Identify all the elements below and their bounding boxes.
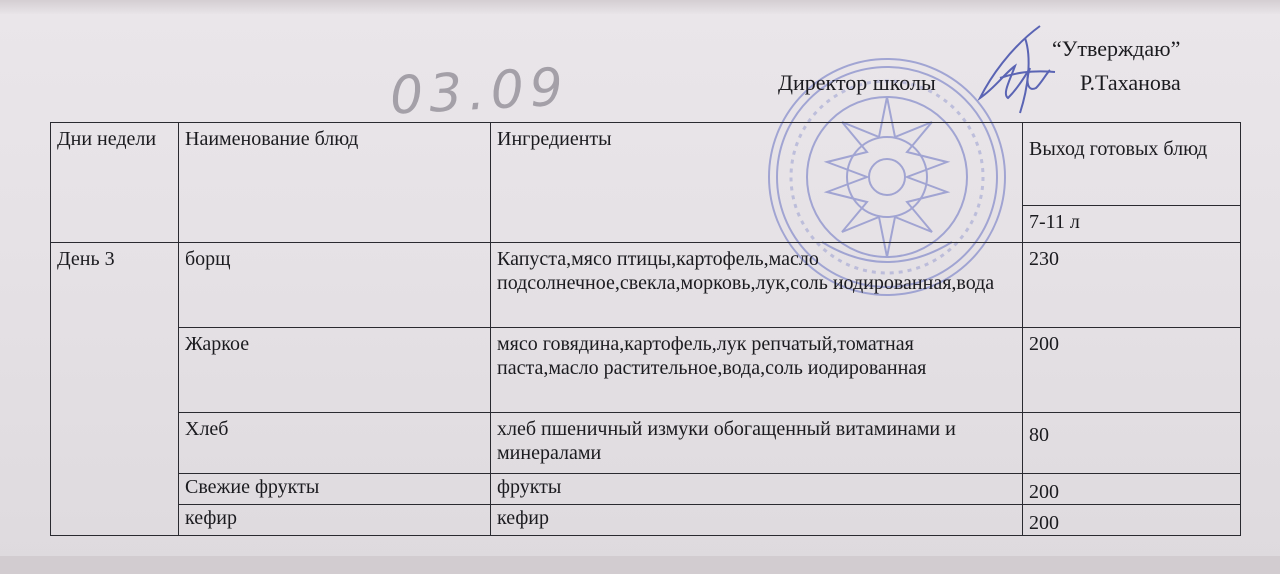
table-row — [51, 474, 1241, 505]
dish-cell: Свежие фрукты — [179, 474, 491, 505]
table-row — [51, 413, 1241, 474]
dish-cell: Хлеб — [179, 413, 491, 474]
ingredients-cell: хлеб пшеничный измуки обогащенный витаминами и минералами — [491, 413, 1023, 474]
header-dish-name: Наименование блюд — [179, 123, 491, 243]
header-yield-age: 7-11 л — [1023, 206, 1241, 243]
table-row — [51, 243, 1241, 328]
day-cell: День 3 — [51, 243, 179, 536]
yield-cell: 230 — [1023, 243, 1241, 328]
director-name: Р.Таханова — [1080, 70, 1181, 95]
director-label: Директор школы — [778, 70, 936, 95]
ingredients-cell: мясо говядина,картофель,лук репчатый,томатная паста,масло растительное,вода,соль иодированная — [491, 328, 1023, 413]
approval-heading: “Утверждаю” — [1052, 36, 1181, 61]
ingredients-cell: кефир — [491, 505, 1023, 536]
dish-cell: Жаркое — [179, 328, 491, 413]
table-header-row — [51, 123, 1241, 206]
dish-cell: борщ — [179, 243, 491, 328]
header-days: Дни недели — [51, 123, 179, 243]
menu-table — [50, 122, 1241, 536]
dish-cell: кефир — [179, 505, 491, 536]
yield-cell: 200 — [1023, 474, 1241, 505]
paper-bottom-strip — [0, 556, 1280, 574]
header-yield: Выход готовых блюд — [1023, 123, 1241, 206]
paper-top-edge — [0, 0, 1280, 14]
yield-cell: 200 — [1023, 328, 1241, 413]
yield-cell: 80 — [1023, 413, 1241, 474]
table-row — [51, 328, 1241, 413]
ingredients-cell: Капуста,мясо птицы,картофель,масло подсолнечное,свекла,морковь,лук,соль иодированная,вода — [491, 243, 1023, 328]
header-ingredients: Ингредиенты — [491, 123, 1023, 243]
signature-icon — [970, 18, 1060, 118]
table-row — [51, 505, 1241, 536]
yield-cell: 200 — [1023, 505, 1241, 536]
ingredients-cell: фрукты — [491, 474, 1023, 505]
handwritten-date: 03.09 — [388, 57, 571, 127]
